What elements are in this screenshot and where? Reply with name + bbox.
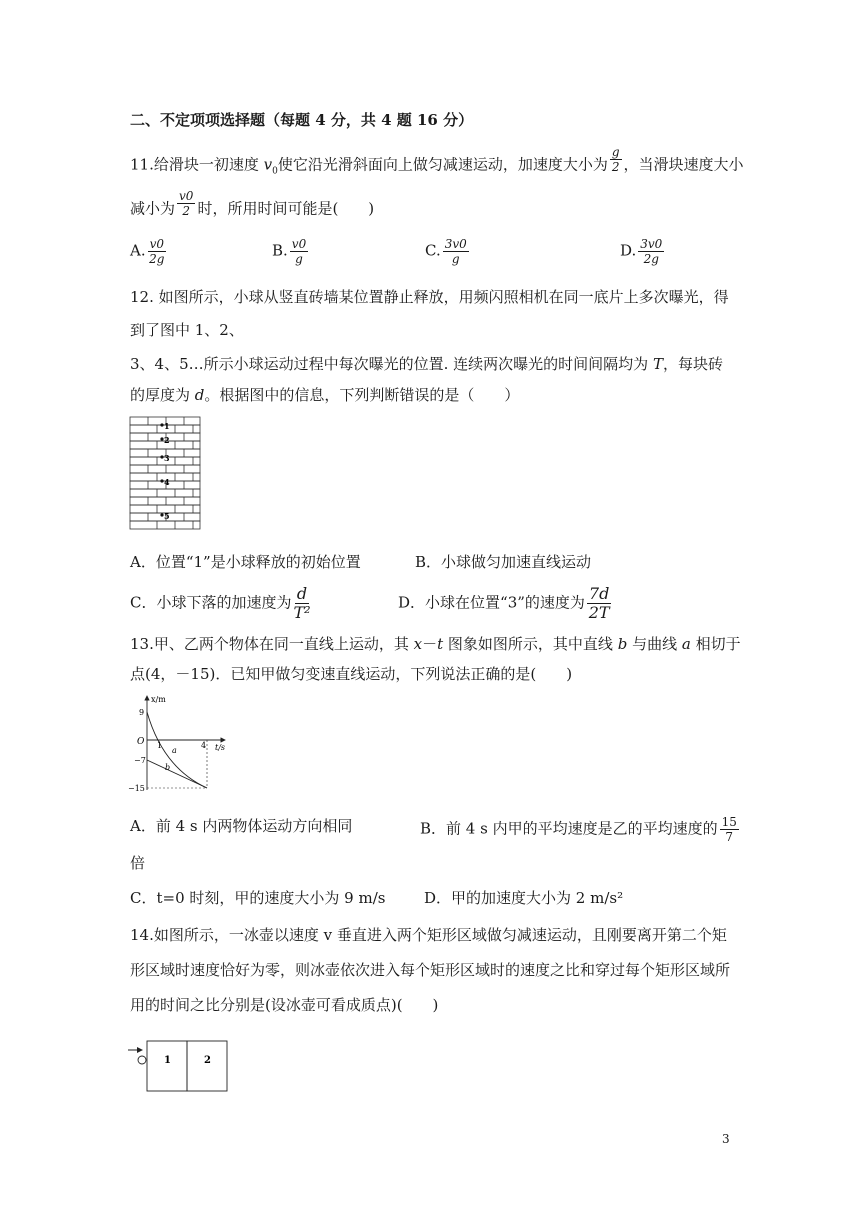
tick-4: 4 [201, 741, 207, 750]
q11-text: 11.给滑块一初速度 [130, 155, 264, 174]
q11-text: 使它沿光滑斜面向上做匀减速运动，加速度大小为 [277, 155, 608, 174]
q13-line2: 点(4，－15)．已知甲做匀变速直线运动，下列说法正确的是( ) [130, 665, 573, 683]
q11-line1 [130, 145, 744, 182]
q12-line4: 的厚度为 d。根据图中的信息，下列判断错误的是（ ） [130, 386, 520, 404]
q14-line1: 14.如图所示，一冰壶以速度 v 垂直进入两个矩形区域做匀减速运动，且刚要离开第二个矩 [130, 926, 727, 944]
q11-text: ，当滑块速度大小 [623, 155, 744, 174]
curve-a-label: a [172, 746, 177, 755]
ball-positions [160, 421, 170, 521]
q12-line1: 12. 如图所示，小球从竖直砖墙某位置静止释放，用频闪照相机在同一底片上多次曝光，得 [130, 288, 729, 306]
x-axis-label: t/s [215, 743, 226, 752]
q13-option-c[interactable]: C．t=0 时刻，甲的速度大小为 9 m/s [130, 889, 386, 907]
q12-option-c[interactable]: C．小球下落的加速度为 $\frac{d}{\text{T²}}$ [130, 584, 311, 622]
ball-label-2: 2 [164, 435, 170, 445]
section-title: 二、不定项项选择题（每题 4 分，共 4 题 16 分） [130, 111, 474, 129]
region-1 [147, 1041, 187, 1091]
q11-option-d[interactable]: D. $\frac{3v0}{2g}$ [620, 237, 663, 266]
origin-label: O [137, 737, 145, 747]
q11-option-a[interactable]: A. $\frac{v0}{2g}$ [130, 237, 165, 266]
region-2-label: 2 [204, 1055, 211, 1066]
q11-line2 [130, 189, 375, 223]
q11-option-b[interactable]: B. $\frac{v0}{g}$ [272, 237, 307, 266]
region-2 [187, 1041, 227, 1091]
ball-label-5: 5 [164, 511, 170, 521]
curve-a [147, 712, 207, 788]
q13-option-b-tail: 倍 [130, 854, 146, 872]
q12-option-b[interactable]: B．小球做匀加速直线运动 [415, 553, 592, 571]
q12-option-d[interactable]: D．小球在位置“3”的速度为 $\frac{7d}{2T}$ [398, 584, 610, 622]
curling-stone-icon [138, 1056, 146, 1064]
page-number: 3 [722, 1132, 730, 1146]
q11-frac-g: $\frac{g}{2}$ [611, 145, 620, 174]
xt-graph [125, 690, 235, 798]
tick-1: 1 [157, 741, 163, 750]
q11-option-c[interactable]: C. $\frac{3v0}{g}$ [425, 237, 467, 266]
q11-v0-sub: 0 [272, 166, 278, 177]
ball-label-3: 3 [164, 453, 170, 463]
q13-option-a[interactable]: A．前 4 s 内两物体运动方向相同 [130, 817, 353, 835]
curling-figure [125, 1040, 235, 1092]
q14-line2: 形区域时速度恰好为零，则冰壶依次进入每个矩形区域时的速度之比和穿过每个矩形区域所 [130, 961, 731, 979]
q12-option-a[interactable]: A．位置“1”是小球释放的初始位置 [130, 553, 361, 571]
q13-line1: 13.甲、乙两个物体在同一直线上运动，其 x－t 图象如图所示，其中直线 b 与曲线 a 相切于 [130, 635, 741, 653]
q11-v0: v [263, 155, 273, 174]
y-axis-label: x/m [151, 695, 166, 704]
q13-option-b[interactable]: B．前 4 s 内甲的平均速度是乙的平均速度的 $\frac{15}{7}$ [420, 815, 737, 844]
tick-neg7: −7 [134, 756, 146, 765]
tick-9: 9 [139, 708, 145, 717]
region-1-label: 1 [164, 1055, 171, 1066]
tick-neg15: −15 [128, 784, 145, 793]
q11-text: 时，所用时间可能是( ) [197, 199, 375, 218]
q14-line3: 用的时间之比分别是(设冰壶可看成质点)( ) [130, 996, 439, 1014]
q11-frac-v: $\frac{v0}{2}$ [179, 189, 194, 218]
ball-label-4: 4 [164, 477, 170, 487]
ball-label-1: 1 [164, 421, 170, 431]
q13-option-d[interactable]: D．甲的加速度大小为 2 m/s² [424, 889, 624, 907]
line-b-label: b [165, 763, 171, 772]
q12-line3: 3、4、5…所示小球运动过程中每次曝光的位置. 连续两次曝光的时间间隔均为 T，每块砖 [130, 355, 723, 373]
line-b [147, 760, 207, 788]
brick-wall-figure [128, 415, 203, 533]
q11-text: 减小为 [130, 199, 176, 218]
q12-line2: 到了图中 1、2、 [130, 321, 244, 339]
